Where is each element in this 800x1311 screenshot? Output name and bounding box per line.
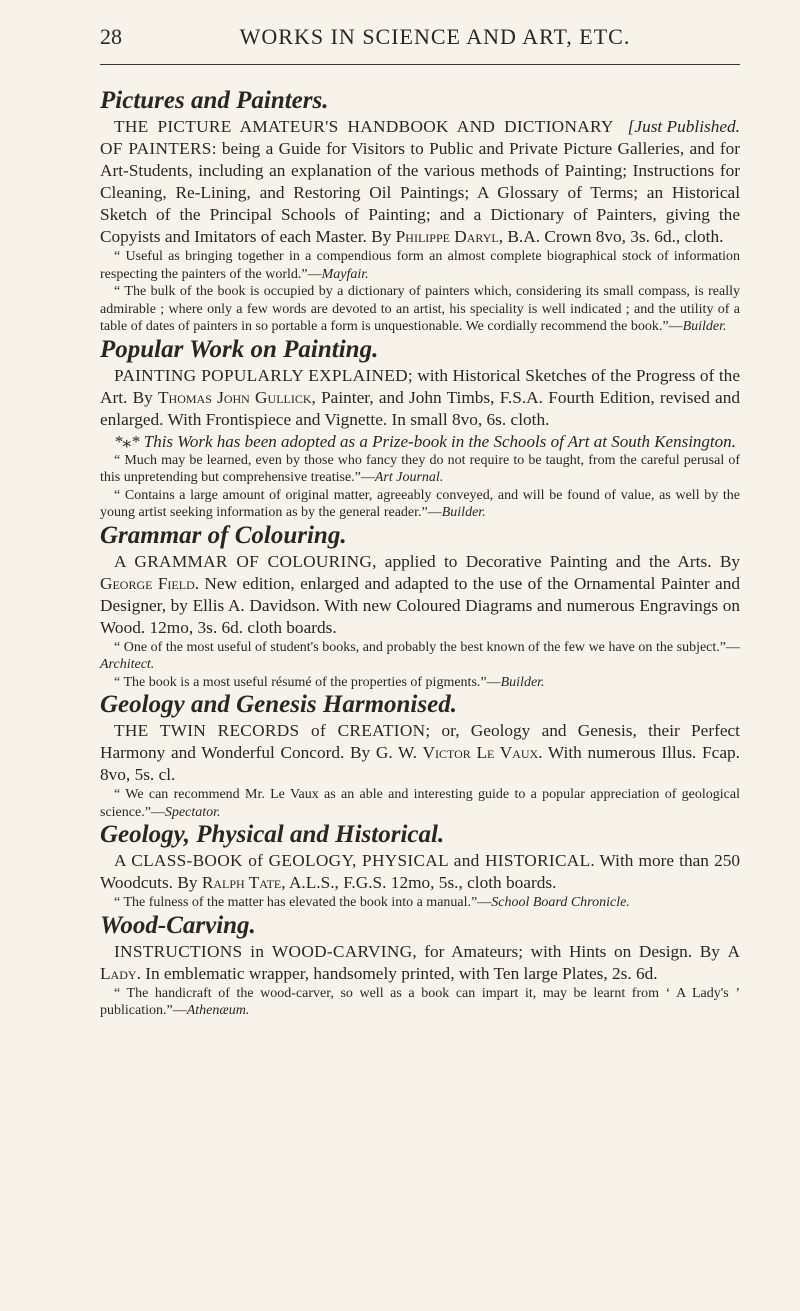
review-text: “ The bulk of the book is occupied by a dictionary of painters which, considering its small compass, is really admirable ; where only a few words are devoted to an artist, his speciality is well indicated ; and the utility of a table of dates of painters in so portable a form is unquestionable. We cordially recommend the book.”— — [100, 284, 740, 334]
review-source: Mayfair. — [321, 266, 369, 282]
book-title: A GRAMMAR OF COLOURING — [114, 551, 373, 571]
review-quote — [100, 639, 740, 674]
section-heading: Geology and Genesis Harmonised. — [100, 691, 457, 718]
review-quote — [100, 452, 740, 487]
review-source: Architect. — [100, 657, 155, 672]
section-heading: Grammar of Colouring. — [100, 521, 347, 549]
book-author: G. W. Victor Le Vaux — [375, 743, 539, 762]
section-heading: Pictures and Painters. — [100, 87, 329, 114]
review-quote — [100, 248, 740, 283]
review-source: Art Journal. — [374, 470, 444, 485]
book-details: , B.A. Crown 8vo, 3s. 6d., cloth. — [498, 227, 724, 246]
catalogue-content — [100, 65, 740, 1020]
book-author: Ralph Tate — [201, 873, 282, 892]
catalogue-section — [100, 821, 740, 912]
section-heading: Wood-Carving. — [100, 911, 256, 939]
book-entry — [100, 365, 740, 431]
review-source: Spectator. — [164, 804, 221, 820]
publication-note: [Just Published. — [627, 117, 740, 136]
book-details: . With numerous Illus. Fcap. 8vo, 5s. cl. — [100, 743, 740, 784]
review-text: “ The book is a most useful résumé of the properties of pigments.”— — [114, 674, 501, 690]
book-entry — [100, 720, 740, 786]
section-heading: Geology, Physical and Historical. — [100, 821, 445, 848]
review-source: Builder. — [500, 674, 545, 690]
review-text: “ We can recommend Mr. Le Vaux as an able and interesting guide to a popular appreciation of geological science.”— — [100, 787, 740, 820]
book-details: , A.L.S., F.G.S. 12mo, 5s., cloth boards. — [281, 873, 557, 892]
running-head: WORKS IN SCIENCE AND ART, ETC. — [239, 24, 631, 49]
review-text: “ Much may be learned, even by those who fancy they do not require to be taught, from the careful perusal of this unpretending but comprehensive treatise.”— — [100, 452, 740, 485]
review-quote — [100, 487, 740, 522]
book-entry — [100, 850, 740, 894]
book-author: George Field — [100, 573, 195, 593]
review-quote — [100, 894, 740, 912]
catalogue-section — [100, 336, 740, 522]
book-title: PAINTING POPULARLY EXPLAINED — [114, 365, 408, 385]
book-title: A CLASS-BOOK of GEOLOGY, PHYSICAL and HISTORICAL — [114, 851, 591, 870]
review-quote — [100, 985, 740, 1020]
book-description: ; or, Geology and Genesis, their Perfect Harmony and Wonderful Concord. By — [100, 721, 740, 762]
book-entry — [100, 551, 740, 639]
page-number: 28 — [100, 24, 122, 49]
book-description: , applied to Decorative Painting and the Arts. By — [372, 551, 740, 571]
catalogue-section — [100, 87, 740, 336]
catalogue-section — [100, 691, 740, 821]
book-author: A Lady — [100, 941, 740, 983]
review-text: “ The fulness of the matter has elevated the book into a manual.”— — [114, 895, 492, 910]
book-description: ; with Historical Sketches of the Progress of the Art. By — [100, 365, 740, 407]
review-text: “ One of the most useful of student's books, and probably the best known of the few we have on the subject.”— — [114, 639, 740, 655]
book-details: . In emblematic wrapper, handsomely printed, with Ten large Plates, 2s. 6d. — [136, 963, 658, 983]
section-heading: Popular Work on Painting. — [100, 335, 379, 363]
review-source: School Board Chronicle. — [491, 895, 630, 910]
book-details: . New edition, enlarged and adapted to the use of the Ornamental Painter and Designer, by Ellis A. Davidson. With new Coloured Diagrams and numerous Engravings on Wood. 12mo, 3s. 6d. cloth boards. — [100, 573, 740, 637]
review-text: “ Contains a large amount of original matter, agreeably conveyed, and will be found of value, as well by the young artist seeking information as by the general reader.”— — [100, 487, 740, 520]
book-title: THE PICTURE AMATEUR'S HANDBOOK AND DICTIONARY OF PAINTERS — [100, 117, 614, 158]
review-source: Athenæum. — [186, 1003, 250, 1018]
book-author: Philippe Daryl — [395, 227, 499, 246]
prize-note: *⁎* This Work has been adopted as a Prize-book in the Schools of Art at South Kensington. — [114, 431, 736, 451]
book-description: . With more than 250 Woodcuts. By — [100, 851, 740, 892]
book-description: : being a Guide for Visitors to Public and Private Picture Galleries, and for Art-Students, including an explanation of the various methods of Painting; Instructions for Cleaning, Re-Lining, and Restoring Oil Paintings; A Glossary of Terms; an Historical Sketch of the Principal Schools of Painting; and a Dictionary of Painters, giving the Copyists and Imitators of each Master. By — [100, 139, 740, 246]
review-source: Builder. — [682, 319, 727, 334]
review-source: Builder. — [441, 505, 486, 520]
review-text: “ Useful as bringing together in a compendious form an almost complete biographical stock of information respecting the painters of the world.”— — [100, 249, 740, 282]
page-header — [100, 20, 740, 65]
book-entry — [100, 116, 740, 248]
book-entry — [100, 941, 740, 985]
book-title: INSTRUCTIONS in WOOD-CARVING — [114, 941, 413, 961]
book-author: Thomas John Gullick — [157, 387, 312, 407]
review-text: “ The handicraft of the wood-carver, so well as a book can impart it, may be learnt from ‘ A Lady's ’ publication.”— — [100, 985, 740, 1018]
catalogue-section — [100, 912, 740, 1020]
book-details: , Painter, and John Timbs, F.S.A. Fourth Edition, revised and enlarged. With Frontispiece and Vignette. In small 8vo, 6s. cloth. — [100, 387, 741, 429]
book-title: THE TWIN RECORDS of CREATION — [114, 721, 426, 740]
catalogue-section — [100, 522, 740, 692]
book-description: , for Amateurs; with Hints on Design. By — [412, 941, 720, 961]
review-quote — [100, 674, 740, 692]
review-quote — [100, 283, 740, 336]
review-quote — [100, 786, 740, 821]
